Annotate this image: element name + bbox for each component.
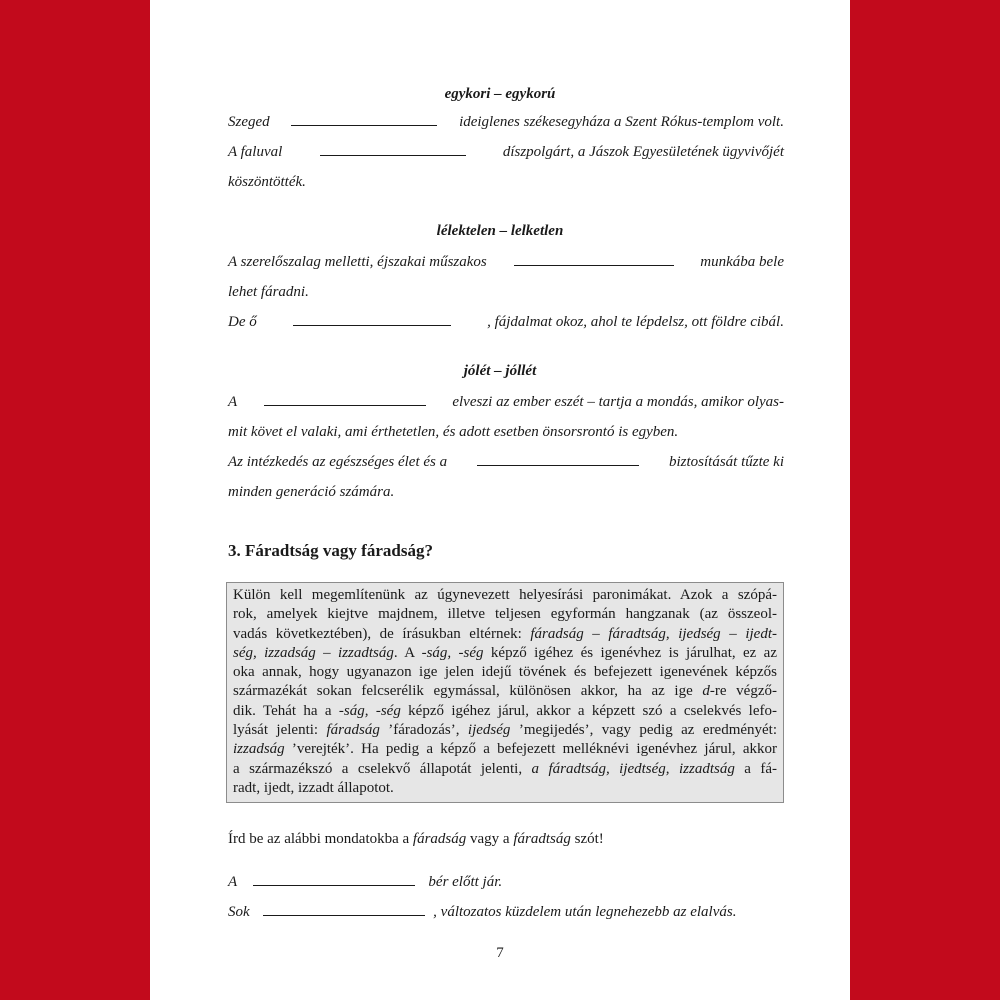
sentence-end: díszpolgárt, a Jászok Egyesületének ügyvivőjét <box>502 144 784 160</box>
exercise-line <box>228 902 784 922</box>
sentence-end: munkába bele <box>700 254 784 270</box>
text-run: Külön kell megemlítenünk az úgynevezett helyesírási paronimákat. Azok a szópá- <box>233 587 777 603</box>
text-run: ’fáradozás’, <box>379 722 468 739</box>
answer-blank[interactable] <box>264 392 426 406</box>
instruction-text <box>228 829 604 849</box>
italic-term: -ság, -ség <box>338 702 401 719</box>
italic-term: ijedség <box>467 722 511 739</box>
section-title: 3. Fáradtság vagy fáradság? <box>228 541 433 560</box>
sentence-end: , változatos küzdelem után legnehezebb az elalvás. <box>433 904 737 920</box>
text-run: ’megijedés’, vagy pedig az eredményét: <box>510 722 778 739</box>
box-text-line <box>233 682 777 701</box>
box-text-line <box>233 779 777 798</box>
box-text-line <box>233 760 777 779</box>
text-run: rok, amelyek kiejtve majdnem, illetve teljesen egyformán hangzanak (az összeol- <box>233 606 777 623</box>
text-run: ’verejték’. Ha pedig a képző a befejezett melléknévi igenévhez járul, akkor <box>284 741 777 758</box>
italic-term: fáradság <box>412 831 467 847</box>
sentence-start: Szeged <box>228 114 270 130</box>
italic-term: a fáradtság, ijedtség, izzadtság <box>531 760 735 777</box>
text-run: a fá- <box>734 760 777 777</box>
sentence-start: A faluval <box>228 144 283 160</box>
text-run: -re végző- <box>709 683 777 700</box>
text-run: Írd be az alábbi mondatokba a <box>228 831 413 847</box>
text-line: minden generáció számára. <box>228 484 395 500</box>
text-run: vadás következtében), de írásukban eltérnek: <box>233 625 531 642</box>
italic-term: ség, izzadság – izzadtság <box>233 644 394 661</box>
exercise-line <box>228 112 784 132</box>
italic-term: fáradság – fáradtság, ijedség – ijedt- <box>530 625 777 642</box>
text-run: szót! <box>570 831 604 847</box>
box-text-line <box>233 663 777 682</box>
page-number: 7 <box>496 945 504 961</box>
box-text-line <box>233 702 777 721</box>
exercise-line <box>228 142 784 162</box>
box-text-line <box>233 625 777 644</box>
answer-blank[interactable] <box>253 872 415 886</box>
box-text-line <box>233 586 777 605</box>
sentence-start: A <box>228 394 238 410</box>
exercise-line <box>228 452 784 472</box>
box-text-line <box>233 721 777 740</box>
exercise-line <box>228 312 784 332</box>
italic-term: fáradság <box>326 722 380 739</box>
sentence-end: elveszi az ember eszét – tartja a mondás, amikor olyas- <box>452 394 784 410</box>
section-heading-jolet: jólét – jóllét <box>463 363 537 379</box>
italic-term: izzadság <box>233 741 285 758</box>
italic-term: d <box>702 683 710 700</box>
text-run: . A <box>393 644 422 661</box>
italic-term: fáradtság <box>513 831 571 847</box>
text-line: köszöntötték. <box>228 174 306 190</box>
answer-blank[interactable] <box>514 252 674 266</box>
sentence-start: A szerelőszalag melletti, éjszakai műszakos <box>228 254 487 270</box>
section-heading-egykori: egykori – egykorú <box>444 86 556 102</box>
sentence-start: De ő <box>228 314 257 330</box>
italic-term: -ság, -ség <box>421 644 484 661</box>
text-run: oka annak, hogy ugyanazon ige jelen idejű tövének és befejezett igenevének képzős <box>233 664 777 681</box>
answer-blank[interactable] <box>320 142 466 156</box>
answer-blank[interactable] <box>291 112 437 126</box>
answer-blank[interactable] <box>477 452 639 466</box>
exercise-line <box>228 392 784 412</box>
text-run: képző igéhez és igenévhez is járulhat, ez az <box>483 644 777 661</box>
text-run: vagy a <box>466 831 514 847</box>
explanation-box <box>226 582 784 803</box>
sentence-end: biztosítását tűzte ki <box>668 454 784 470</box>
text-line: lehet fáradni. <box>228 284 309 300</box>
box-text-line <box>233 740 777 759</box>
answer-blank[interactable] <box>293 312 451 326</box>
text-run: származékát sokan felcserélik egymással, különösen akkor, ha az ige <box>233 683 703 700</box>
sentence-end: , fájdalmat okoz, ahol te lépdelsz, ott földre cibál. <box>487 314 784 330</box>
exercise-line <box>228 872 784 892</box>
text-run: dik. Tehát ha a <box>233 702 339 719</box>
exercise-line <box>228 252 784 272</box>
section-heading-lelektelen: lélektelen – lelketlen <box>436 223 564 239</box>
text-run: képző igéhez járul, akkor a képzett szó a cselekvés lefo- <box>400 702 777 719</box>
text-run: a származékszó a cselekvő állapotát jelenti, <box>233 760 532 777</box>
box-text-line <box>233 644 777 663</box>
sentence-start: Sok <box>228 904 250 920</box>
sentence-start: Az intézkedés az egészséges élet és a <box>228 454 448 470</box>
answer-blank[interactable] <box>263 902 425 916</box>
sentence-end: ideiglenes székesegyháza a Szent Rókus-templom volt. <box>459 114 784 130</box>
sentence-start: A <box>228 874 237 890</box>
sentence-end: bér előtt jár. <box>428 874 503 890</box>
text-run: lyását jelenti: <box>233 722 327 739</box>
text-run: radt, ijedt, izzadt állapotot. <box>233 779 394 796</box>
box-text-line <box>233 605 777 624</box>
text-line: mit követ el valaki, ami érthetetlen, és adott esetben önsorsrontó is egyben. <box>228 424 679 440</box>
